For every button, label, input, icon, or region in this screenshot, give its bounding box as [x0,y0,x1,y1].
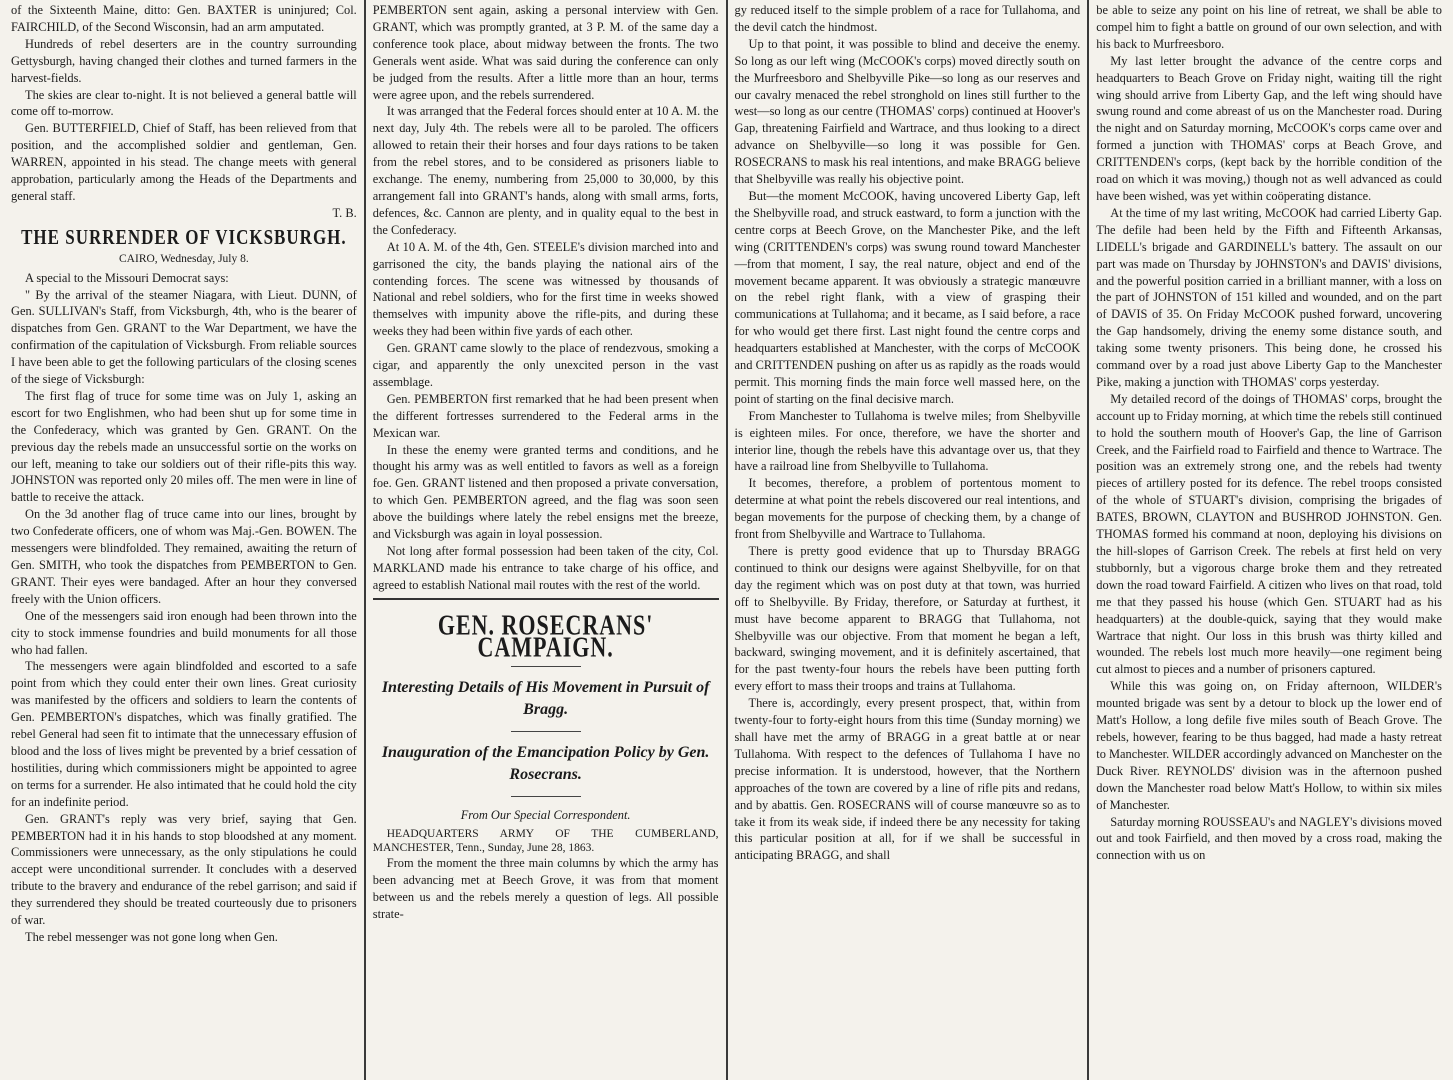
article-paragraph: Gen. GRANT's reply was very brief, saying that Gen. PEMBERTON had it in his hands to stop bloodshed at any moment. Commissioners were unnecessary, as the only stipulations he could accept were unconditional surrender. It concludes with a deserved tribute to the bravery and endurance of the rebel garrison; and said if they surrendered they should be treated courteously due to prisoners of war. [11,811,357,928]
article-paragraph: From the moment the three main columns by which the army has been advancing met at Beech Grove, it was from that moment between us and the rebels merely a question of legs. All possible strate- [372,856,719,922]
column-1 [4,0,364,1080]
article-divider [373,598,719,600]
article-paragraph: My last letter brought the advance of the centre corps and headquarters to Beach Grove on Friday night, waiting till the right wing should arrive from Liberty Gap, and the left wing should have swung round and come abreast of us on the Manchester road. During the night and on Saturday morning, McCOOK's corps came over and formed a junction with THOMAS' corps at Beach Grove, and CRITTENDEN's corps, (kept back by the horrible condition of the road on which it was moving,) though not as well advanced as could have been wished, was yet within coöperating distance. [1096,53,1442,203]
article-paragraph: gy reduced itself to the simple problem of a race for Tullahoma, and the devil catch the hindmost. [734,3,1081,34]
section-divider [511,796,581,797]
article-paragraph: Gen. BUTTERFIELD, Chief of Staff, has been relieved from that position, and the accomplished soldier and gentleman, Gen. WARREN, appointed in his stead. The change meets with general approbation, particularly among the Heads of the Departments and general staff. [11,121,357,203]
article-paragraph: My detailed record of the doings of THOMAS' corps, brought the account up to Friday morning, at which time the rebels still continued to hold the southern mouth of Hoover's Gap, the line of Garrison Creek, and the Fairfield road to Fairfield and thence to Wartrace. The position was an extremely strong one, and the rebels had twenty pieces of artillery posted for its defence. The rebel troops consisted of the whole of STUART's division, comprising the brigades of BATES, BROWN, CLAYTON and BUSHROD JOHNSTON. Gen. THOMAS formed his command at noon, deploying his divisions on the hill-slopes of Garrison Creek. The rebels at first held on very stubbornly, but a vigorous charge broke them and they retreated down the road toward Fairfield. A citizen who lives on that road, told me that they passed his house (which Gen. STUART had as his headquarters) at the double-quick, saying that they would make Wartrace that night. Our loss in this brush was thirty killed and wounded. The rebels lost much more heavily—one regiment being cut almost to pieces and a number of prisoners captured. [1096,391,1442,677]
article-paragraph: The first flag of truce for some time was on July 1, asking an escort for two Englishmen, who had been shut up for some time in the Confederacy, which was granted by Gen. GRANT. On the previous day the rebels made an unsuccessful sortie on the works on our left, meaning to take our soldiers out of their rifle-pits this way. JOHNSTON was reported only 20 miles off. The men were in line of battle to receive the attack. [11,388,357,505]
article-paragraph: Up to that point, it was possible to blind and deceive the enemy. So long as our left wing (McCOOK's corps) moved directly south on the Murfreesboro and Shelbyville Pike—so long as our reserves and our cavalry menaced the rebel stronghold on lines still further to the west—so long as our centre (THOMAS' corps) continued at Hoover's Gap, threatening Fairfield and Wartrace, and thus looking to a direct advance on Shelbyville—so long it was possible for Gen. ROSECRANS to mask his real intentions, and make BRAGG believe that Shelbyville was really his objective point. [734,36,1081,187]
subheadline: Inauguration of the Emancipation Policy by Gen. Rosecrans. [381,743,710,783]
article-paragraph: Gen. PEMBERTON first remarked that he had been present when the different fortresses surrendered to the Federal arms in the Mexican war. [372,391,719,440]
article-paragraph: The rebel messenger was not gone long when Gen. [25,929,278,944]
article-paragraph: Hundreds of rebel deserters are in the country surrounding Gettysburgh, having changed their clothes and turned farmers in the harvest-fields. [11,36,357,85]
article-paragraph: PEMBERTON sent again, asking a personal interview with Gen. GRANT, which was promptly granted, at 3 P. M. of the same day a conference took place, about midway between the fronts. The two Generals went aside. What was said during the conference can only be judged from the results. After a little more than an hour, terms were agree upon, and the rebels surrendered. [372,3,719,102]
column-4 [1089,0,1449,1080]
column-3 [728,0,1088,1080]
article-paragraph: At 10 A. M. of the 4th, Gen. STEELE's division marched into and garrisoned the city, the bands playing the national airs of the contending forces. The scene was witnessed by thousands of National and rebel soldiers, who for the first time in weeks showed themselves with impunity above the rifle-pits, and during these weeks they had been within five yards of each other. [372,239,719,339]
article-paragraph: At the time of my last writing, McCOOK had carried Liberty Gap. The defile had been held by the Fifth and Fifteenth Arkansas, LIDELL's brigade and GARDINELL's battery. The assault on our part was made on Thursday by JOHNSTON's and DAVIS' divisions, and the powerful position carried in a brilliant manner, with a loss on the part of JOHNSTON of 151 killed and wounded, and on the part of DAVIS of 35. On Friday McCOOK pushed forward, uncovering the Gap handsomely, driving the enemy some distance south, and taking some twenty prisoners. This being done, he crossed his command over by a road just above Liberty Gap to the Manchester Pike, making a junction with THOMAS' corps yesterday. [1096,205,1442,389]
article-paragraph: There is, accordingly, every present prospect, that, within from twenty-four to forty-eight hours from this time (Sunday morning) we shall have met the army of BRAGG in a great battle at or near Tullahoma. With respect to the defences of Tullahoma I have no precise information. It is understood, however, that the Northern approaches of the town are covered by a line of rifle pits and redans, and by abattis. Gen. ROSECRANS will of course manœuvre so as to take it from its weak side, if indeed there be any necessity for taking this particular position at all, for if we shall be successful in anticipating BRAGG, and shall [734,696,1081,863]
article-paragraph: of the Sixteenth Maine, ditto: Gen. BAXTER is uninjured; Col. FAIRCHILD, of the Second Wisconsin, had an arm amputated. [11,3,357,34]
article-paragraph: Not long after formal possession had been taken of the city, Col. MARKLAND made his entrance to take charge of his office, and agreed to establish National mail routes with the rest of the world. [372,544,719,592]
article-paragraph: While this was going on, on Friday afternoon, WILDER's mounted brigade was sent by a detour to block up the lower end of Matt's Hollow, a long defile five miles south of Beach Grove. The rebels, however, fearing to be thus bagged, had made a hasty retreat to Manchester. WILDER accordingly advanced on Manchester on the Duck River. REYNOLDS' division was in the afternoon pushed down the Manchester road below Matt's Hollow, to within six miles of Manchester. [1096,679,1442,812]
article-paragraph: From Manchester to Tullahoma is twelve miles; from Shelbyville is eighteen miles. For once, therefore, we have the shorter and interior line, though the rebels have this advantage over us, that they have a railroad line from Shelbyville to Tullahoma. [734,408,1081,474]
article-paragraph: " By the arrival of the steamer Niagara, with Lieut. DUNN, of Gen. SULLIVAN's Staff, from Vicksburgh, 4th, who is the bearer of dispatches from Gen. GRANT to the War Department, we have the confirmation of the capitulation of Vicksburgh. From reliable sources I have been able to get the following particulars of the closing scenes of the siege of Vicksburgh: [11,287,357,387]
article-paragraph: But—the moment McCOOK, having uncovered Liberty Gap, left the Shelbyville road, and struck eastward, to form a junction with the centre corps at Beech Grove, on the Manchester Pike, and the left wing (CRITTENDEN's corps) was swung round toward Manchester—from that moment, I say, the real nature, object and end of the movement became apparent. It was obviously a strategic manœuvre on the rebel right flank, with a view of grasping their communications at Tullahoma; and it became, as I said before, a race for who would get there first. Last night found the centre corps and headquarters established at Manchester, with the corps of McCOOK and CRITTENDEN pushing on after us as rapidly as the roads would permit. This morning finds the main force well massed here, on the point of starting on the final decisive march. [734,188,1081,406]
article-paragraph: It becomes, therefore, a problem of portentous moment to determine at what point the rebels discovered our real intentions, and began movements for the purpose of checking them, by a change of front from Shelbyville and Wartrace to Tullahoma. [734,476,1081,542]
article-paragraph: A special to the Missouri Democrat says: [25,270,229,285]
article-paragraph: There is pretty good evidence that up to Thursday BRAGG continued to think our designs were against Shelbyville, for on that day the regiment which was on post duty at that town, was hurried off to Shelbyville. By Friday, therefore, or Saturday at furthest, it must have become apparent to BRAGG that Tullahoma, not Shelbyville was our objective. From that moment he began a left, backward, swinging movement, and it is definitely ascertained, that for the past twenty-four hours the rebels have been putting forth every effort to mass their troops and trains at Tullahoma. [734,544,1081,694]
section-divider [511,731,581,732]
article-headline: GEN. ROSECRANS' CAMPAIGN. [437,608,654,663]
article-paragraph: be able to seize any point on his line of retreat, we shall be able to compel him to fight a battle on ground of our own selection, and with his back to Murfreesboro. [1096,3,1442,51]
article-paragraph: In these the enemy were granted terms and conditions, and he thought his army was as well entitled to favors as well as a foreign foe. Gen. GRANT listened and then proposed a private conversation, to which Gen. PEMBERTON agreed, and the flag was soon seen above the buildings where lately the rebel ensigns met the breeze, and Vicksburgh was again in loyal possession. [372,442,719,542]
article-paragraph: The skies are clear to-night. It is not believed a general battle will come off to-morrow. [11,87,357,119]
dispatch-header: HEADQUARTERS ARMY OF THE CUMBERLAND, MANCHESTER, Tenn., Sunday, June 28, 1863. [372,828,719,855]
dateline: CAIRO, Wednesday, July 8. [119,252,249,265]
article-paragraph: Saturday morning ROUSSEAU's and NAGLEY's divisions moved out and took Fairfield, and then moved by a cross road, making the connection with us on [1096,814,1442,863]
article-paragraph: The messengers were again blindfolded and escorted to a safe point from which they could enter their own lines. Great curiosity was manifested by the officers and soldiers to learn the contents of Gen. PEMBERTON's dispatches, which was finally gratified. The rebel General had seen fit to intimate that the unnecessary effusion of blood and the loss of lives might be prevented by a brief cessation of hostilities, during which commissioners might be appointed to agree on terms for a surrender. He also intimated that he could hold the city for an indefinite period. [11,659,357,809]
article-paragraph: It was arranged that the Federal forces should enter at 10 A. M. the next day, July 4th. The rebels were all to be paroled. The officers allowed to retain their their horses and four days rations to be taken from the rebel stores, and to be considered as prisoners liable to exchange. The enemy, numbering from 25,000 to 30,000, by this arrangement fall into GRANT's hands, along with small arms, forts, defences, &c. Cannon are plenty, and in quality equal to the best in the Confederacy. [372,104,719,237]
column-2 [366,0,726,1080]
section-divider [511,666,581,667]
article-headline: THE SURRENDER OF VICKSBURGH. [21,225,347,249]
article-paragraph: On the 3d another flag of truce came into our lines, brought by two Confederate officers, one of whom was Maj.-Gen. BOWEN. The messengers were blindfolded. They remained, awaiting the return of Gen. SMITH, who took the dispatches from PEMBERTON to Gen. GRANT. Their eyes were bandaged. After an hour they conversed freely with the Union officers. [11,507,357,606]
article-paragraph: Gen. GRANT came slowly to the place of rendezvous, smoking a cigar, and apparently the only unexcited person in the vast assemblage. [372,341,719,389]
correspondent-line: From Our Special Correspondent. [460,807,631,822]
correspondent-signature: T. B. [332,205,357,220]
article-paragraph: One of the messengers said iron enough had been thrown into the city to stock immense foundries and build monuments for all those who had fallen. [11,608,357,657]
subheadline: Interesting Details of His Movement in Pursuit of Bragg. [381,678,710,718]
